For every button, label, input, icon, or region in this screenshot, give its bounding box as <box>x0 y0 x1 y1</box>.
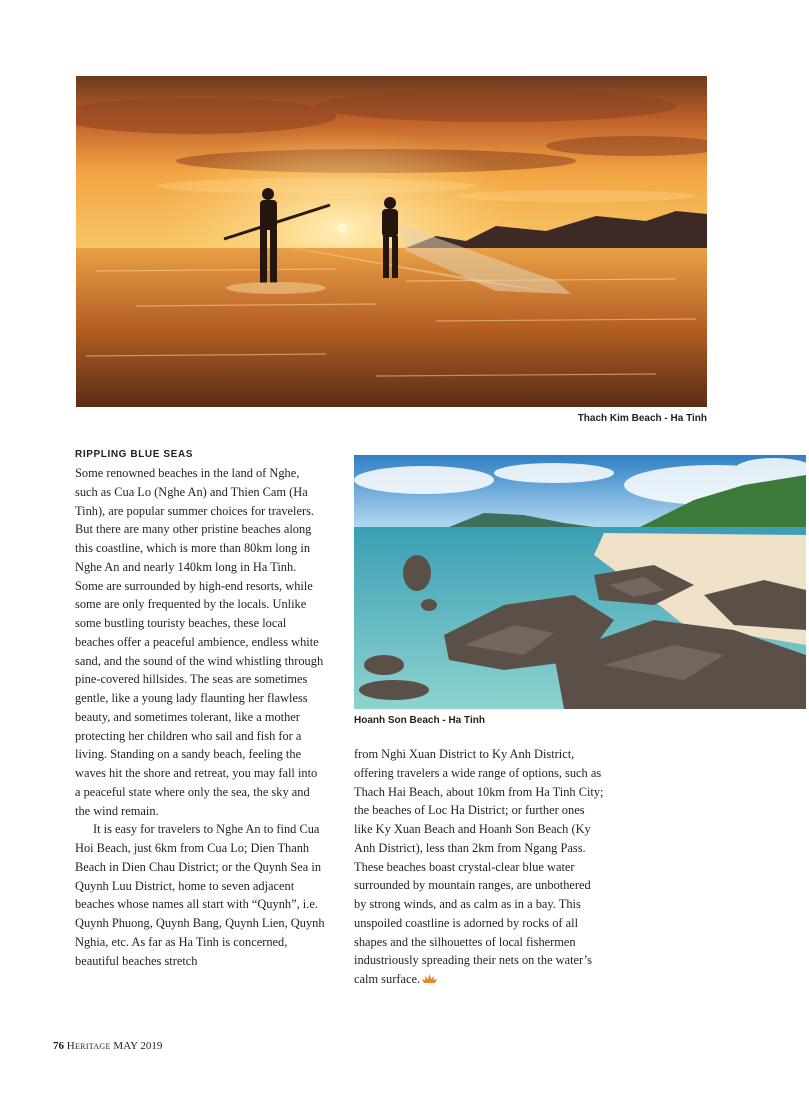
page-footer <box>53 1040 162 1052</box>
issue-date: MAY 2019 <box>113 1040 163 1052</box>
article-column-left <box>75 448 325 970</box>
photo-caption-thach-kim: Thach Kim Beach - Ha Tinh <box>577 413 707 424</box>
photo-caption-hoanh-son: Hoanh Son Beach - Ha Tinh <box>354 715 485 726</box>
article-paragraph-1: Some renowned beaches in the land of Nghe, such as Cua Lo (Nghe An) and Thien Cam (Ha Tinh), are popular summer choices for travelers. But there are many other pristine beaches along this coastline, which is more than 80km long in Nghe An and nearly 140km long in Ha Tinh. Some are surrounded by high-end resorts, while some are only frequented by the locals. Unlike some bustling touristy beaches, these local beaches offer a peaceful ambience, endless white sand, and the sound of the wind whistling through pine-covered hillsides. The seas are sometimes gentle, like a young lady flaunting her flawless beauty, and sometimes tolerant, like a mother protecting her children who sail and fish for a living. Standing on a sandy beach, feeling the waves hit the shore and retreat, you may fall into a peaceful state where only the sea, the sky and the wind remain. <box>75 466 324 818</box>
article-column-right <box>354 745 604 989</box>
magazine-name: Heritage <box>66 1040 111 1052</box>
section-heading: RIPPLING BLUE SEAS <box>75 449 194 460</box>
lotus-end-mark-icon <box>422 970 437 989</box>
thach-kim-beach-photo <box>76 76 707 407</box>
article-paragraph-2: It is easy for travelers to Nghe An to find Cua Hoi Beach, just 6km from Cua Lo; Dien Thanh Beach in Dien Chau District; or the Quynh Sea in Quynh Luu District, home to seven adjacent beaches whose names all start with “Quynh”, i.e. Quynh Phuong, Quynh Bang, Quynh Lien, Quynh Nghia, etc. As far as Ha Tinh is concerned, beautiful beaches stretch <box>75 822 325 968</box>
article-paragraph-2-continued <box>354 745 604 989</box>
hoanh-son-beach-photo <box>354 455 806 709</box>
page-number: 76 <box>53 1040 64 1052</box>
article-paragraph-2-end: from Nghi Xuan District to Ky Anh District, offering travelers a wide range of options, such as Thach Hai Beach, about 10km from Ha Tinh City; the beaches of Loc Ha District; or further ones like Ky Xuan Beach and Hoanh Son Beach (Ky Anh District), less than 2km from Ngang Pass. These beaches boast crystal-clear blue water surrounded by mountain ranges, are unbothered by strong winds, and as calm as in a bay. This unspoiled coastline is adorned by rocks of all shapes and the silhouettes of local fishermen industriously spreading their nets on the water’s calm surface. <box>354 747 604 986</box>
